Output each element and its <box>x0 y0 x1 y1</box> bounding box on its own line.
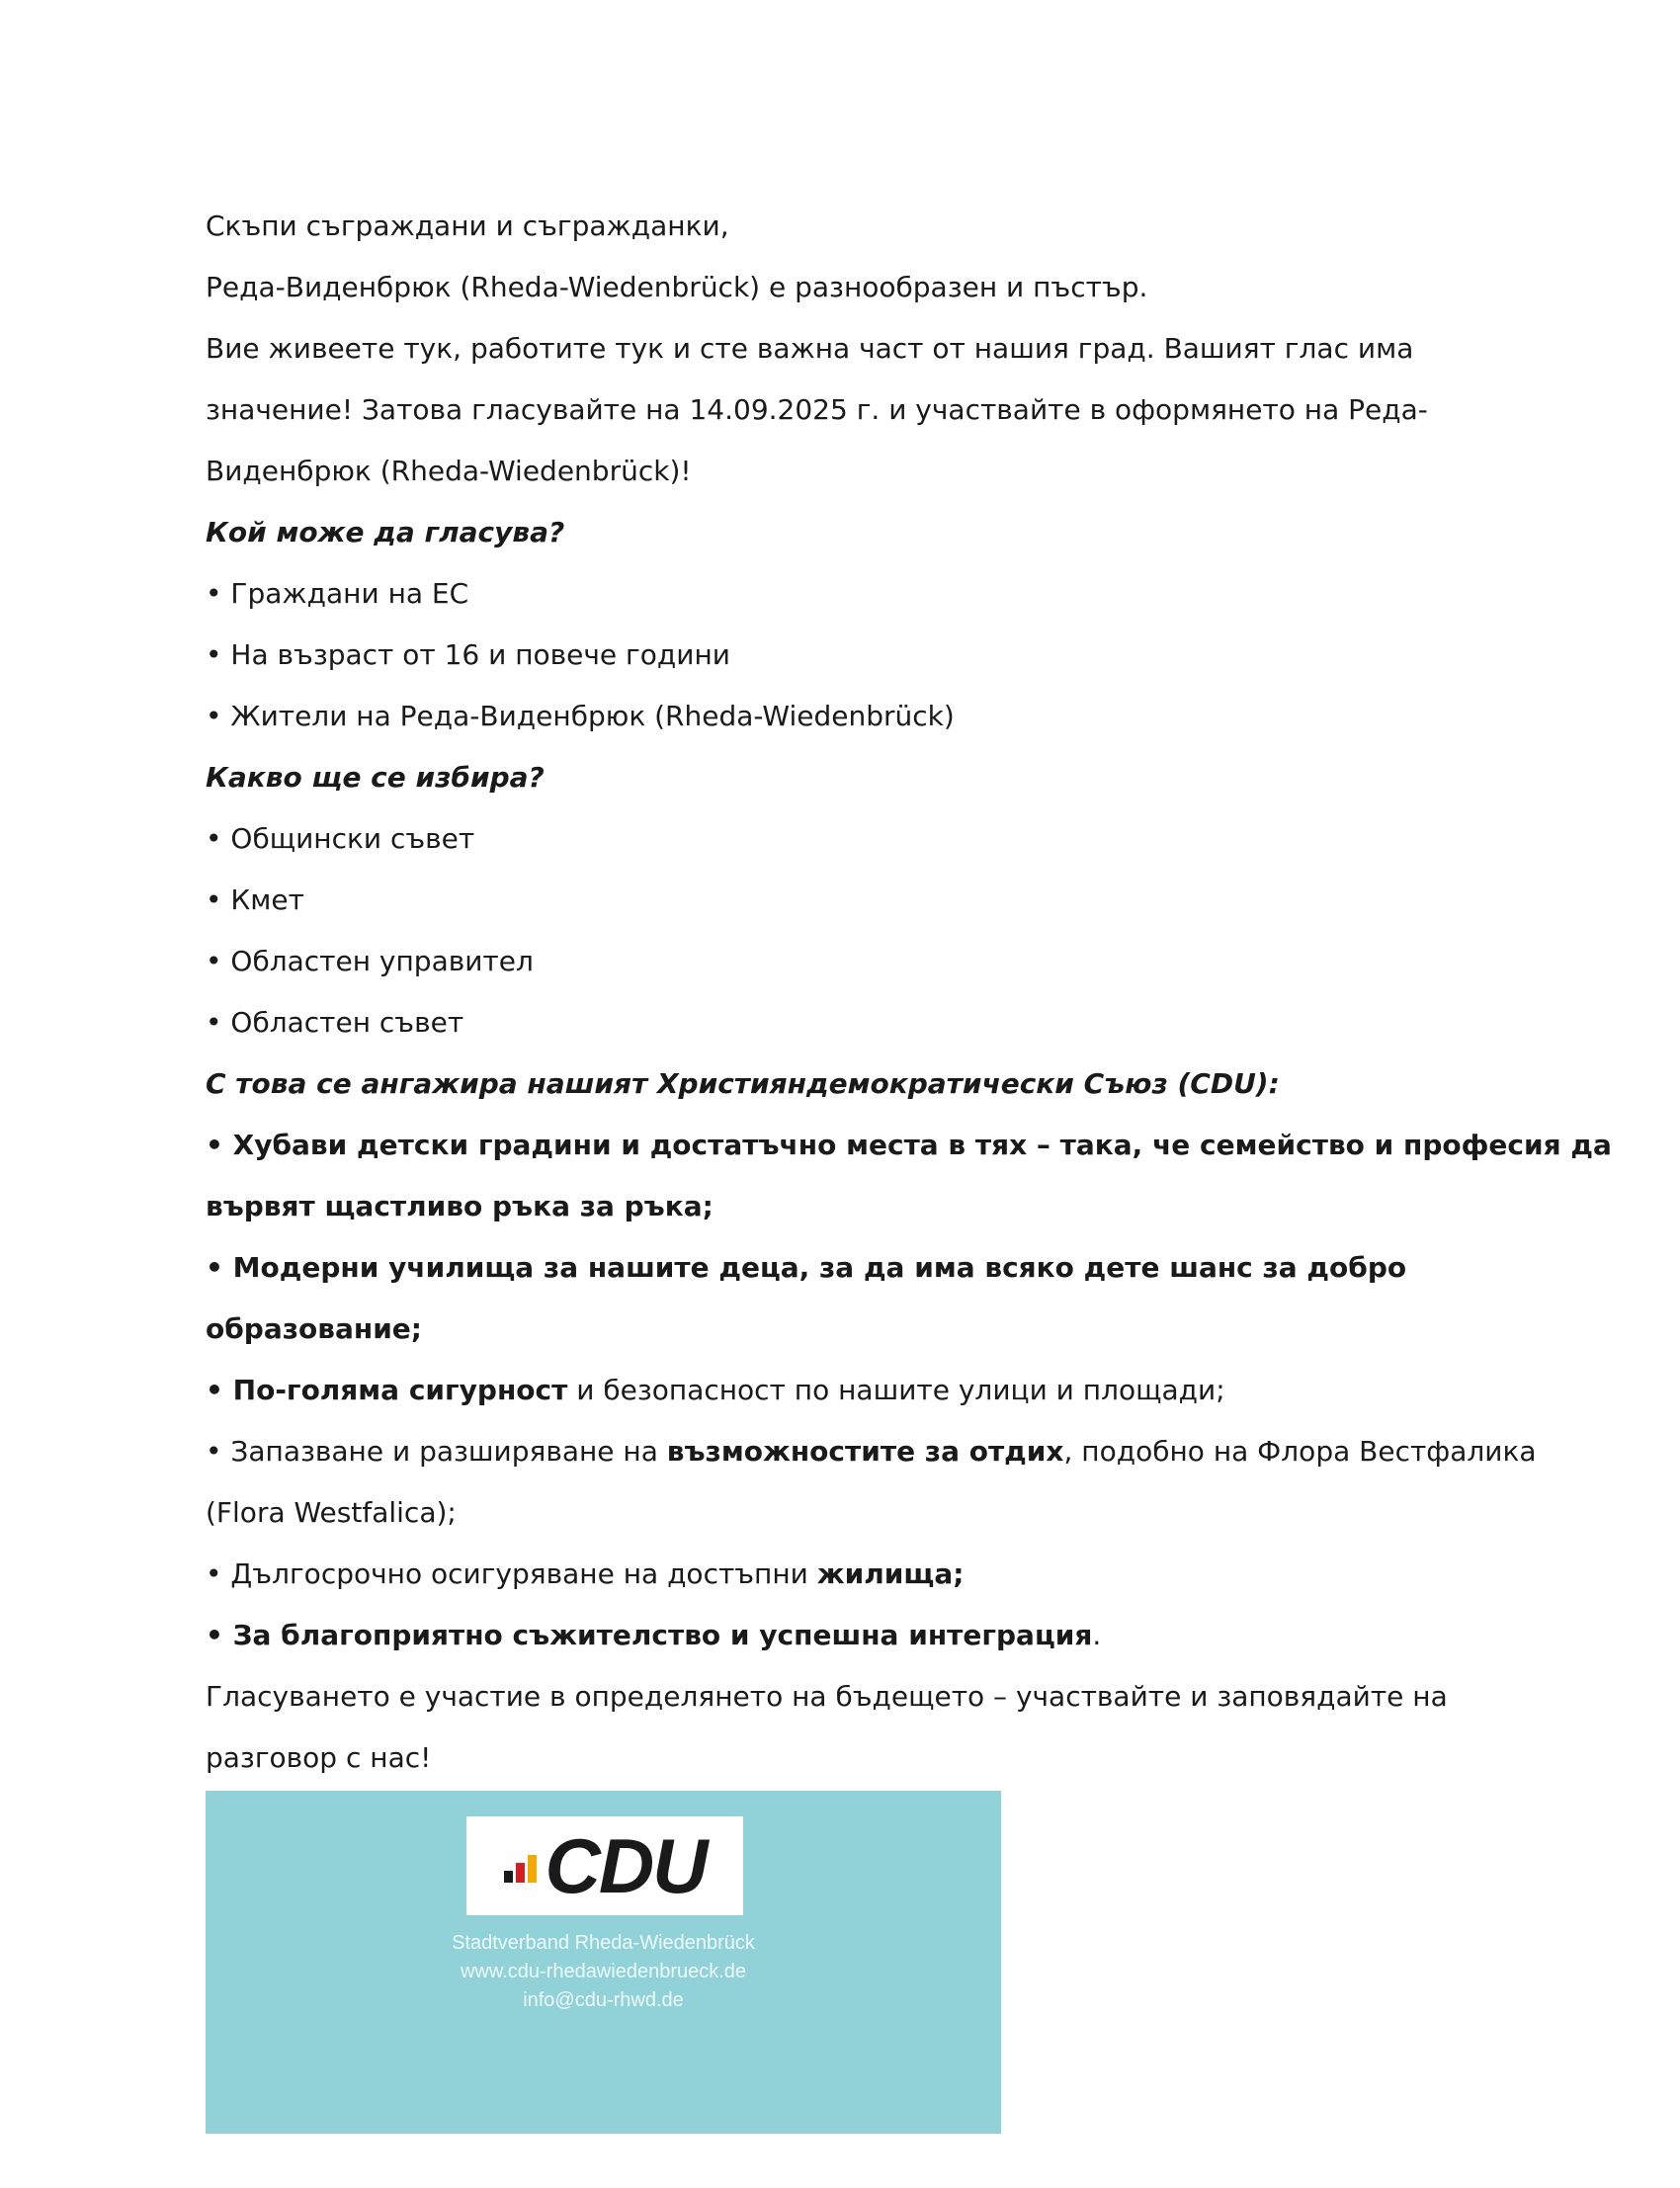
intro-line: Вие живеете тук, работите тук и сте важна част от нашия град. Вашият глас има <box>206 332 1414 365</box>
logo-bar <box>528 1855 537 1883</box>
commitment-item <box>206 1544 1490 1605</box>
commitment-item <box>206 1421 1537 1482</box>
list-item: • На възраст от 16 и повече години <box>206 638 730 671</box>
commitment-item: • Модерни училища за нашите деца, за да има всяко дете шанс за добро <box>206 1251 1407 1284</box>
commitment-bold: • За благоприятно съжителство и успешна интеграция <box>206 1619 1093 1651</box>
list-item: • Кмет <box>206 884 304 916</box>
commitment-item: • Хубави детски градини и достатъчно места в тях – така, че семейство и професия да <box>206 1129 1612 1161</box>
association-name: Stadtverband Rheda-Wiedenbrück <box>452 1932 755 1954</box>
list-item: • Областен съвет <box>206 1006 464 1039</box>
letter-body <box>206 196 1612 1789</box>
cdu-logo-panel <box>206 1791 1001 2134</box>
what-is-elected-heading: Какво ще се избира? <box>206 761 545 794</box>
who-can-vote-heading: Кой може да гласува? <box>206 516 565 548</box>
cdu-commitments-heading: С това се ангажира нашият Християндемократически Съюз (CDU): <box>206 1067 1280 1100</box>
commitment-text: • Дългосрочно осигуряване на достъпни <box>206 1557 817 1590</box>
commitment-bold: жилища; <box>816 1557 965 1590</box>
list-item: • Граждани на ЕС <box>206 577 469 610</box>
closing-line: разговор с нас! <box>206 1741 432 1774</box>
intro-line: значение! Затова гласувайте на 14.09.2025 г. и участвайте в оформянето на Реда- <box>206 393 1428 426</box>
list-item: • Жители на Реда-Виденбрюк (Rheda-Wiedenbrück) <box>206 700 955 732</box>
intro-line: Виденбрюк (Rheda-Wiedenbrück)! <box>206 455 692 487</box>
commitment-item <box>206 1360 1490 1421</box>
commitment-item <box>206 1605 1490 1666</box>
cdu-logo <box>466 1816 743 1915</box>
closing-line: Гласуването е участие в определянето на бъдещето – участвайте и заповядайте на <box>206 1680 1448 1713</box>
commitment-bold: • По-голяма сигурност <box>206 1374 568 1406</box>
logo-bar <box>504 1871 513 1883</box>
commitment-text: • Запазване и разширяване на <box>206 1435 667 1468</box>
commitment-item: образование; <box>206 1312 422 1345</box>
logo-bar <box>516 1863 525 1883</box>
commitment-text: . <box>1092 1619 1102 1651</box>
commitment-text: , подобно на Флора Вестфалика <box>1063 1435 1537 1468</box>
list-item: • Общински съвет <box>206 822 475 855</box>
commitment-bold: възможностите за отдих <box>666 1435 1064 1468</box>
commitment-text: и безопасност по нашите улици и площади; <box>567 1374 1225 1406</box>
website-link[interactable]: www.cdu-rhedawiedenbrueck.de <box>460 1961 747 1982</box>
intro-line: Реда-Виденбрюк (Rheda-Wiedenbrück) е разнообразен и пъстър. <box>206 271 1148 303</box>
commitment-item: вървят щастливо ръка за ръка; <box>206 1190 714 1222</box>
list-item: • Областен управител <box>206 945 534 977</box>
cdu-bars-icon <box>504 1849 540 1883</box>
email-link[interactable]: info@cdu-rhwd.de <box>523 1989 684 2011</box>
commitment-item: (Flora Westfalica); <box>206 1496 457 1529</box>
greeting: Скъпи съграждани и съгражданки, <box>206 210 729 242</box>
contact-info <box>206 1929 1001 2015</box>
cdu-logo-text: CDU <box>545 1822 707 1909</box>
